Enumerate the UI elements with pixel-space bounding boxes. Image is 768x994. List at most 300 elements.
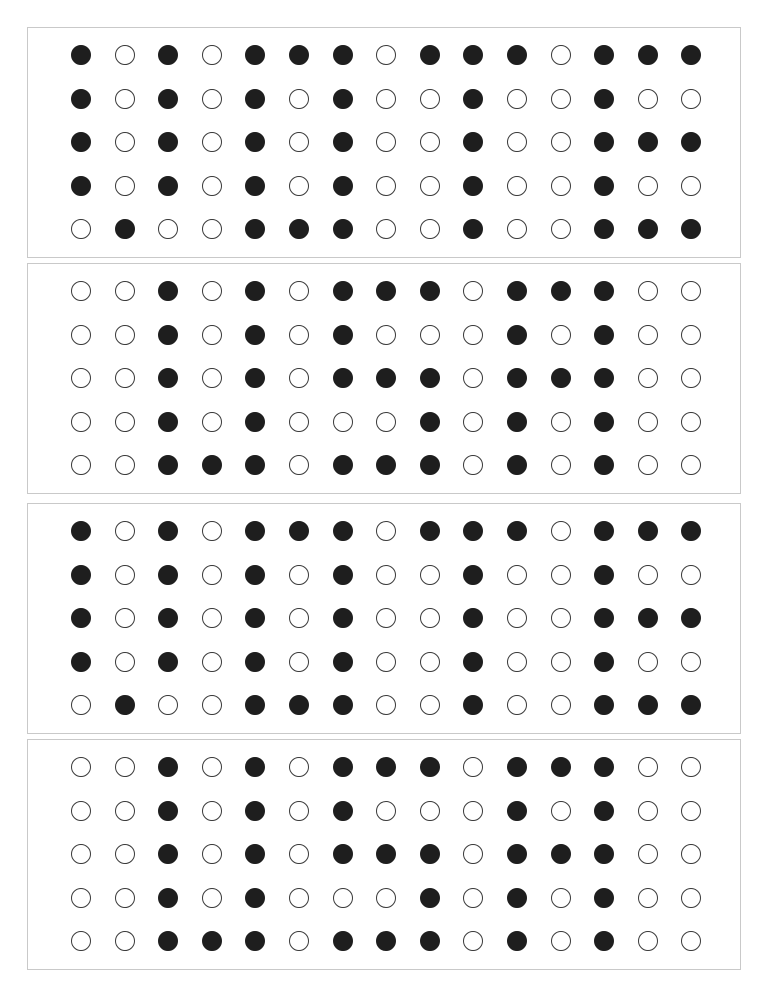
filled-dot: [507, 45, 527, 65]
empty-dot: [551, 801, 571, 821]
empty-dot: [289, 325, 309, 345]
empty-dot: [551, 89, 571, 109]
empty-dot: [71, 695, 91, 715]
empty-dot: [376, 695, 396, 715]
filled-dot: [594, 565, 614, 585]
empty-dot: [376, 521, 396, 541]
filled-dot: [202, 931, 222, 951]
empty-dot: [202, 219, 222, 239]
filled-dot: [333, 801, 353, 821]
empty-dot: [289, 844, 309, 864]
empty-dot: [158, 219, 178, 239]
empty-dot: [681, 412, 701, 432]
empty-dot: [551, 931, 571, 951]
filled-dot: [551, 281, 571, 301]
filled-dot: [333, 176, 353, 196]
filled-dot: [333, 521, 353, 541]
filled-dot: [420, 455, 440, 475]
filled-dot: [551, 757, 571, 777]
empty-dot: [463, 412, 483, 432]
empty-dot: [681, 844, 701, 864]
empty-dot: [115, 412, 135, 432]
filled-dot: [594, 45, 614, 65]
filled-dot: [594, 176, 614, 196]
empty-dot: [681, 368, 701, 388]
empty-dot: [463, 368, 483, 388]
empty-dot: [115, 565, 135, 585]
empty-dot: [507, 695, 527, 715]
filled-dot: [158, 176, 178, 196]
filled-dot: [115, 219, 135, 239]
empty-dot: [158, 695, 178, 715]
empty-dot: [376, 219, 396, 239]
filled-dot: [158, 844, 178, 864]
empty-dot: [420, 325, 440, 345]
filled-dot: [158, 368, 178, 388]
filled-dot: [71, 652, 91, 672]
dot-panel-3: [27, 503, 741, 734]
filled-dot: [333, 757, 353, 777]
empty-dot: [420, 132, 440, 152]
empty-dot: [463, 801, 483, 821]
empty-dot: [71, 368, 91, 388]
filled-dot: [507, 521, 527, 541]
empty-dot: [289, 652, 309, 672]
filled-dot: [158, 931, 178, 951]
filled-dot: [681, 219, 701, 239]
filled-dot: [333, 219, 353, 239]
filled-dot: [463, 652, 483, 672]
empty-dot: [71, 801, 91, 821]
empty-dot: [115, 844, 135, 864]
empty-dot: [376, 132, 396, 152]
empty-dot: [551, 45, 571, 65]
empty-dot: [289, 368, 309, 388]
filled-dot: [594, 219, 614, 239]
empty-dot: [551, 132, 571, 152]
empty-dot: [420, 176, 440, 196]
filled-dot: [245, 132, 265, 152]
filled-dot: [333, 368, 353, 388]
filled-dot: [507, 888, 527, 908]
filled-dot: [594, 801, 614, 821]
filled-dot: [333, 652, 353, 672]
dot-panel-1: [27, 27, 741, 258]
empty-dot: [202, 176, 222, 196]
empty-dot: [551, 455, 571, 475]
empty-dot: [420, 695, 440, 715]
empty-dot: [202, 888, 222, 908]
filled-dot: [594, 325, 614, 345]
filled-dot: [245, 368, 265, 388]
filled-dot: [158, 608, 178, 628]
filled-dot: [333, 325, 353, 345]
empty-dot: [551, 412, 571, 432]
empty-dot: [202, 652, 222, 672]
empty-dot: [202, 368, 222, 388]
empty-dot: [551, 219, 571, 239]
filled-dot: [638, 695, 658, 715]
filled-dot: [594, 412, 614, 432]
empty-dot: [376, 89, 396, 109]
empty-dot: [202, 565, 222, 585]
empty-dot: [115, 281, 135, 301]
filled-dot: [245, 757, 265, 777]
empty-dot: [638, 412, 658, 432]
empty-dot: [638, 455, 658, 475]
empty-dot: [551, 888, 571, 908]
empty-dot: [463, 844, 483, 864]
empty-dot: [202, 412, 222, 432]
filled-dot: [507, 281, 527, 301]
filled-dot: [463, 608, 483, 628]
filled-dot: [245, 888, 265, 908]
filled-dot: [71, 608, 91, 628]
empty-dot: [551, 521, 571, 541]
filled-dot: [507, 368, 527, 388]
filled-dot: [420, 281, 440, 301]
filled-dot: [507, 801, 527, 821]
empty-dot: [507, 132, 527, 152]
filled-dot: [463, 219, 483, 239]
filled-dot: [420, 45, 440, 65]
empty-dot: [202, 695, 222, 715]
filled-dot: [681, 608, 701, 628]
filled-dot: [594, 455, 614, 475]
filled-dot: [289, 695, 309, 715]
empty-dot: [115, 757, 135, 777]
dot-panel-4: [27, 739, 741, 970]
empty-dot: [551, 652, 571, 672]
empty-dot: [638, 176, 658, 196]
empty-dot: [638, 931, 658, 951]
empty-dot: [638, 801, 658, 821]
empty-dot: [681, 888, 701, 908]
filled-dot: [420, 888, 440, 908]
filled-dot: [71, 89, 91, 109]
filled-dot: [333, 565, 353, 585]
empty-dot: [115, 888, 135, 908]
filled-dot: [376, 281, 396, 301]
empty-dot: [681, 931, 701, 951]
filled-dot: [158, 652, 178, 672]
filled-dot: [551, 844, 571, 864]
empty-dot: [376, 412, 396, 432]
empty-dot: [681, 565, 701, 585]
empty-dot: [507, 219, 527, 239]
empty-dot: [289, 455, 309, 475]
filled-dot: [594, 608, 614, 628]
filled-dot: [158, 412, 178, 432]
filled-dot: [245, 608, 265, 628]
empty-dot: [638, 89, 658, 109]
filled-dot: [245, 801, 265, 821]
filled-dot: [158, 521, 178, 541]
empty-dot: [376, 888, 396, 908]
empty-dot: [71, 844, 91, 864]
empty-dot: [71, 412, 91, 432]
filled-dot: [376, 844, 396, 864]
empty-dot: [507, 176, 527, 196]
empty-dot: [551, 695, 571, 715]
filled-dot: [245, 844, 265, 864]
filled-dot: [333, 45, 353, 65]
empty-dot: [463, 455, 483, 475]
filled-dot: [681, 132, 701, 152]
filled-dot: [289, 45, 309, 65]
filled-dot: [681, 521, 701, 541]
empty-dot: [551, 608, 571, 628]
filled-dot: [333, 695, 353, 715]
empty-dot: [289, 89, 309, 109]
filled-dot: [245, 455, 265, 475]
empty-dot: [71, 757, 91, 777]
filled-dot: [158, 89, 178, 109]
empty-dot: [681, 757, 701, 777]
empty-dot: [289, 888, 309, 908]
filled-dot: [333, 931, 353, 951]
filled-dot: [681, 45, 701, 65]
empty-dot: [115, 325, 135, 345]
empty-dot: [115, 89, 135, 109]
filled-dot: [507, 931, 527, 951]
empty-dot: [463, 325, 483, 345]
empty-dot: [289, 757, 309, 777]
empty-dot: [420, 89, 440, 109]
filled-dot: [594, 695, 614, 715]
empty-dot: [420, 219, 440, 239]
empty-dot: [681, 176, 701, 196]
filled-dot: [158, 888, 178, 908]
filled-dot: [333, 608, 353, 628]
filled-dot: [638, 608, 658, 628]
filled-dot: [245, 281, 265, 301]
filled-dot: [245, 565, 265, 585]
empty-dot: [507, 89, 527, 109]
empty-dot: [376, 45, 396, 65]
filled-dot: [289, 521, 309, 541]
empty-dot: [638, 652, 658, 672]
filled-dot: [594, 368, 614, 388]
empty-dot: [507, 565, 527, 585]
empty-dot: [638, 368, 658, 388]
empty-dot: [115, 45, 135, 65]
empty-dot: [71, 455, 91, 475]
empty-dot: [638, 757, 658, 777]
empty-dot: [681, 455, 701, 475]
empty-dot: [463, 281, 483, 301]
filled-dot: [333, 89, 353, 109]
empty-dot: [115, 521, 135, 541]
empty-dot: [463, 888, 483, 908]
filled-dot: [245, 89, 265, 109]
filled-dot: [463, 132, 483, 152]
filled-dot: [376, 368, 396, 388]
filled-dot: [594, 652, 614, 672]
filled-dot: [420, 521, 440, 541]
empty-dot: [376, 652, 396, 672]
empty-dot: [115, 931, 135, 951]
filled-dot: [463, 45, 483, 65]
filled-dot: [463, 565, 483, 585]
filled-dot: [245, 695, 265, 715]
filled-dot: [507, 844, 527, 864]
filled-dot: [245, 521, 265, 541]
filled-dot: [507, 455, 527, 475]
empty-dot: [333, 412, 353, 432]
empty-dot: [71, 219, 91, 239]
filled-dot: [638, 132, 658, 152]
empty-dot: [420, 565, 440, 585]
filled-dot: [594, 89, 614, 109]
filled-dot: [551, 368, 571, 388]
empty-dot: [638, 281, 658, 301]
empty-dot: [681, 652, 701, 672]
filled-dot: [463, 176, 483, 196]
empty-dot: [376, 565, 396, 585]
filled-dot: [507, 412, 527, 432]
empty-dot: [115, 608, 135, 628]
filled-dot: [681, 695, 701, 715]
empty-dot: [202, 844, 222, 864]
filled-dot: [376, 455, 396, 475]
filled-dot: [420, 931, 440, 951]
filled-dot: [245, 412, 265, 432]
filled-dot: [594, 521, 614, 541]
empty-dot: [551, 565, 571, 585]
empty-dot: [507, 652, 527, 672]
filled-dot: [463, 695, 483, 715]
filled-dot: [245, 931, 265, 951]
empty-dot: [420, 608, 440, 628]
filled-dot: [158, 132, 178, 152]
empty-dot: [115, 176, 135, 196]
empty-dot: [289, 608, 309, 628]
filled-dot: [158, 801, 178, 821]
empty-dot: [420, 801, 440, 821]
empty-dot: [638, 888, 658, 908]
filled-dot: [594, 281, 614, 301]
empty-dot: [289, 412, 309, 432]
filled-dot: [333, 281, 353, 301]
filled-dot: [158, 757, 178, 777]
dot-panel-2: [27, 263, 741, 494]
filled-dot: [420, 368, 440, 388]
filled-dot: [71, 565, 91, 585]
empty-dot: [463, 757, 483, 777]
filled-dot: [420, 757, 440, 777]
empty-dot: [551, 325, 571, 345]
empty-dot: [289, 801, 309, 821]
filled-dot: [245, 45, 265, 65]
empty-dot: [71, 281, 91, 301]
filled-dot: [463, 89, 483, 109]
empty-dot: [376, 325, 396, 345]
filled-dot: [333, 455, 353, 475]
filled-dot: [594, 132, 614, 152]
filled-dot: [289, 219, 309, 239]
empty-dot: [376, 176, 396, 196]
empty-dot: [289, 132, 309, 152]
filled-dot: [594, 931, 614, 951]
filled-dot: [333, 132, 353, 152]
filled-dot: [376, 757, 396, 777]
empty-dot: [507, 608, 527, 628]
empty-dot: [638, 565, 658, 585]
empty-dot: [333, 888, 353, 908]
filled-dot: [71, 521, 91, 541]
empty-dot: [115, 455, 135, 475]
empty-dot: [376, 608, 396, 628]
empty-dot: [681, 89, 701, 109]
empty-dot: [202, 325, 222, 345]
empty-dot: [115, 652, 135, 672]
filled-dot: [376, 931, 396, 951]
empty-dot: [289, 931, 309, 951]
filled-dot: [638, 521, 658, 541]
empty-dot: [202, 521, 222, 541]
filled-dot: [158, 281, 178, 301]
filled-dot: [158, 565, 178, 585]
filled-dot: [158, 45, 178, 65]
empty-dot: [202, 608, 222, 628]
empty-dot: [71, 888, 91, 908]
empty-dot: [202, 801, 222, 821]
empty-dot: [463, 931, 483, 951]
empty-dot: [376, 801, 396, 821]
filled-dot: [638, 45, 658, 65]
empty-dot: [202, 132, 222, 152]
empty-dot: [420, 652, 440, 672]
empty-dot: [681, 281, 701, 301]
empty-dot: [289, 565, 309, 585]
empty-dot: [289, 176, 309, 196]
filled-dot: [245, 325, 265, 345]
filled-dot: [463, 521, 483, 541]
empty-dot: [71, 931, 91, 951]
filled-dot: [333, 844, 353, 864]
empty-dot: [202, 757, 222, 777]
filled-dot: [594, 888, 614, 908]
empty-dot: [115, 132, 135, 152]
filled-dot: [594, 757, 614, 777]
empty-dot: [681, 801, 701, 821]
empty-dot: [289, 281, 309, 301]
filled-dot: [158, 455, 178, 475]
empty-dot: [115, 368, 135, 388]
filled-dot: [420, 844, 440, 864]
filled-dot: [115, 695, 135, 715]
filled-dot: [245, 652, 265, 672]
filled-dot: [71, 45, 91, 65]
empty-dot: [202, 281, 222, 301]
filled-dot: [507, 325, 527, 345]
empty-dot: [681, 325, 701, 345]
filled-dot: [71, 176, 91, 196]
empty-dot: [551, 176, 571, 196]
filled-dot: [420, 412, 440, 432]
filled-dot: [158, 325, 178, 345]
filled-dot: [245, 219, 265, 239]
empty-dot: [202, 89, 222, 109]
filled-dot: [507, 757, 527, 777]
empty-dot: [115, 801, 135, 821]
filled-dot: [638, 219, 658, 239]
filled-dot: [594, 844, 614, 864]
empty-dot: [638, 325, 658, 345]
empty-dot: [71, 325, 91, 345]
filled-dot: [71, 132, 91, 152]
